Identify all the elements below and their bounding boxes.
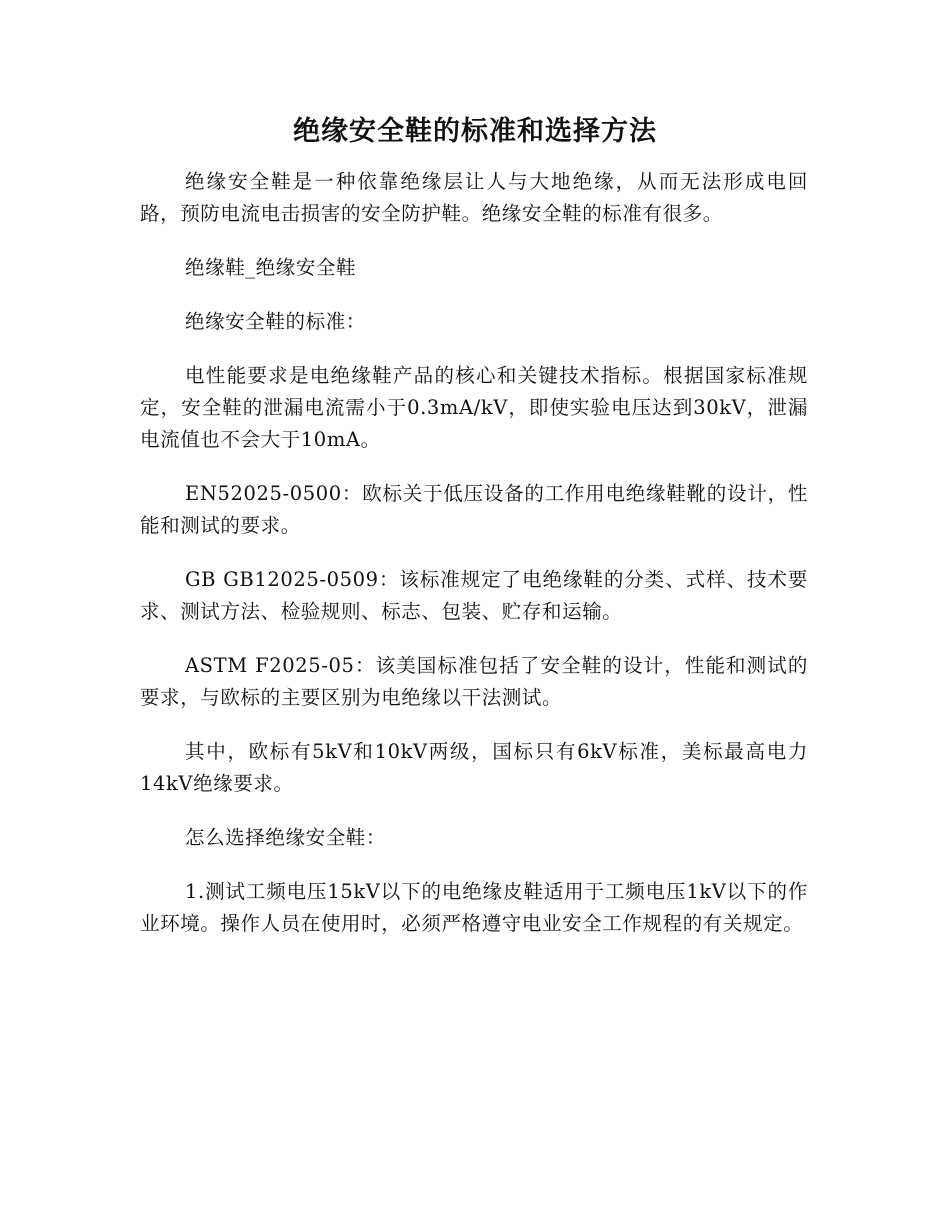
document-title: 绝缘安全鞋的标准和选择方法 bbox=[293, 116, 657, 147]
paragraph-standards-heading: 绝缘安全鞋的标准： bbox=[185, 310, 366, 333]
paragraph-en-standard: EN52025-0500：欧标关于低压设备的工作用电绝缘鞋靴的设计，性能和测试的要求。 bbox=[140, 482, 808, 537]
paragraph-subheading-keywords: 绝缘鞋_绝缘安全鞋 bbox=[185, 256, 357, 279]
paragraph-selection-item-1: 1.测试工频电压15kV以下的电绝缘皮鞋适用于工频电压1kV以下的作业环境。操作人员在使用时，必须严格遵守电业安全工作规程的有关规定。 bbox=[140, 880, 808, 935]
paragraph-astm-standard: ASTM F2025-05：该美国标准包括了安全鞋的设计，性能和测试的要求，与欧标的主要区别为电绝缘以干法测试。 bbox=[140, 654, 808, 709]
paragraph-gb-standard: GB GB12025-0509：该标准规定了电绝缘鞋的分类、式样、技术要求、测试方法、检验规则、标志、包装、贮存和运输。 bbox=[140, 568, 808, 623]
document-body bbox=[140, 166, 808, 962]
paragraph-voltage-levels: 其中，欧标有5kV和10kV两级，国标只有6kV标准，美标最高电力14kV绝缘要求。 bbox=[140, 740, 808, 795]
paragraph-electrical-requirements: 电性能要求是电绝缘鞋产品的核心和关键技术指标。根据国家标准规定，安全鞋的泄漏电流需小于0.3mA/kV，即使实验电压达到30kV，泄漏电流值也不会大于10mA。 bbox=[140, 364, 808, 451]
paragraph-selection-heading: 怎么选择绝缘安全鞋： bbox=[185, 826, 387, 849]
paragraph-intro: 绝缘安全鞋是一种依靠绝缘层让人与大地绝缘，从而无法形成电回路，预防电流电击损害的安全防护鞋。绝缘安全鞋的标准有很多。 bbox=[140, 170, 808, 225]
